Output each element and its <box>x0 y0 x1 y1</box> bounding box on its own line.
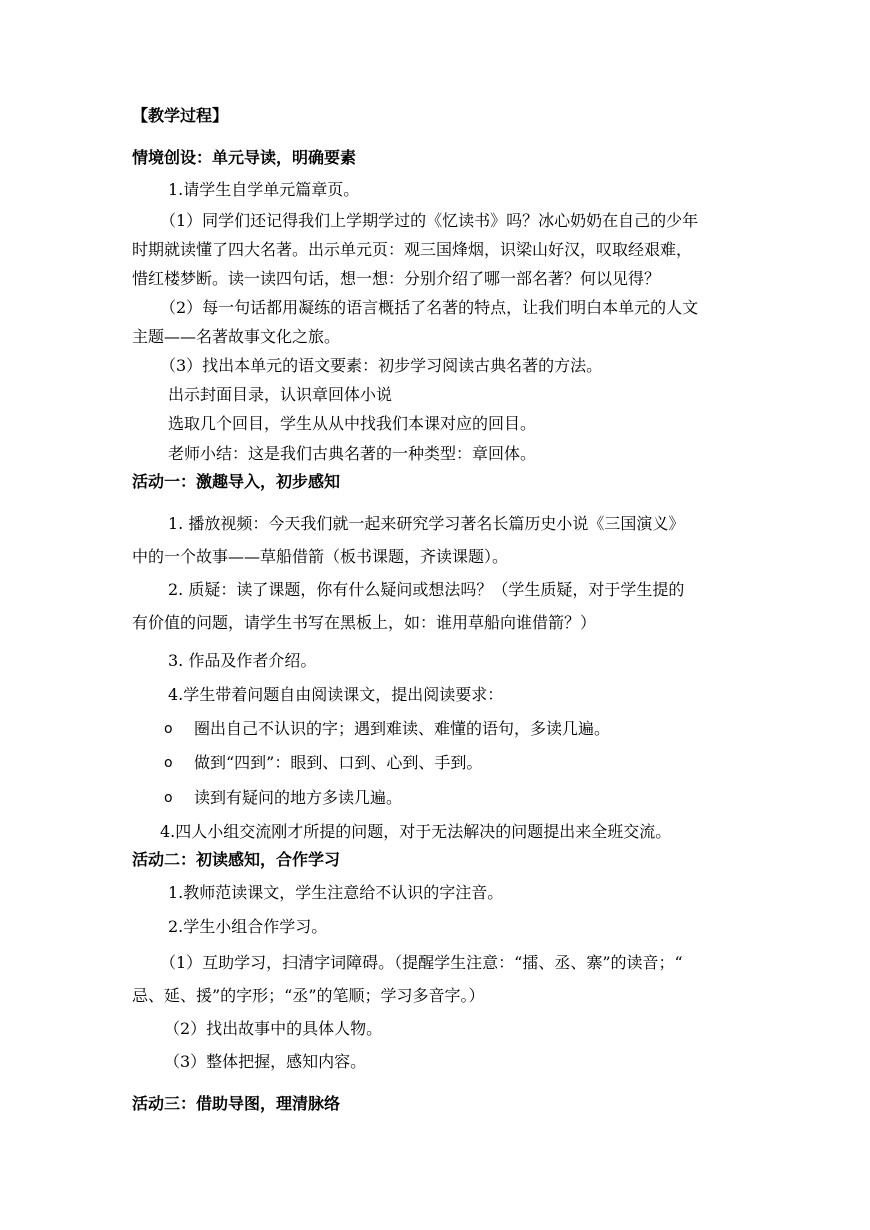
paragraph: 出示封面目录，认识章回体小说 <box>168 385 393 404</box>
bullet-icon: o <box>164 721 173 737</box>
paragraph: （2）找出故事中的具体人物。 <box>164 1019 383 1038</box>
paragraph: （2）每一句话都用凝练的语言概括了名著的特点，让我们明白本单元的人文 <box>160 298 699 317</box>
document-title: 【教学过程】 <box>132 106 229 125</box>
paragraph: 4.学生带着问题自由阅读课文，提出阅读要求： <box>168 685 504 704</box>
list-item: 读到有疑问的地方多读几遍。 <box>194 788 403 807</box>
section-heading-activity-1: 活动一：激趣导入，初步感知 <box>132 472 341 491</box>
section-heading-activity-3: 活动三：借助导图，理清脉络 <box>132 1094 341 1113</box>
paragraph: （1）互助学习，扫清字词障碍。（提醒学生注意：“擂、丞、寨”的读音；“ <box>160 953 683 972</box>
paragraph: 忌、延、援”的字形；“丞”的笔顺；学习多音字。） <box>132 986 485 1005</box>
paragraph: 中的一个故事——草船借箭（板书课题，齐读课题）。 <box>132 547 509 566</box>
paragraph: （1）同学们还记得我们上学期学过的《忆读书》吗？冰心奶奶在自己的少年 <box>160 211 699 230</box>
paragraph: 有价值的问题，请学生书写在黑板上，如：谁用草船向谁借箭？） <box>132 613 597 632</box>
paragraph: （3）整体把握，感知内容。 <box>164 1052 367 1071</box>
paragraph: 3. 作品及作者介绍。 <box>168 651 317 670</box>
list-item: 做到“四到”：眼到、口到、心到、手到。 <box>194 753 483 772</box>
paragraph: 4.四人小组交流刚才所提的问题，对于无法解决的问题提出来全班交流。 <box>160 822 672 841</box>
paragraph: 1.教师范读课文，学生注意给不认识的字注音。 <box>168 883 504 902</box>
paragraph: 1. 播放视频：今天我们就一起来研究学习著名长篇历史小说《三国演义》 <box>168 514 685 533</box>
bullet-icon: o <box>164 790 173 806</box>
section-heading-activity-2: 活动二：初读感知，合作学习 <box>132 850 341 869</box>
paragraph: 时期就读懂了四大名著。出示单元页：观三国烽烟，识梁山好汉，叹取经艰难， <box>132 240 693 259</box>
paragraph: 2. 质疑：读了课题，你有什么疑问或想法吗？（学生质疑，对于学生提的 <box>168 580 685 599</box>
bullet-icon: o <box>164 755 173 771</box>
paragraph: （3）找出本单元的语文要素：初步学习阅读古典名著的方法。 <box>160 356 603 375</box>
paragraph: 1.请学生自学单元篇章页。 <box>168 180 360 199</box>
paragraph: 选取几个回目，学生从从中找我们本课对应的回目。 <box>168 414 537 433</box>
paragraph: 2.学生小组合作学习。 <box>168 917 328 936</box>
list-item: 圈出自己不认识的字；遇到难读、难懂的语句，多读几遍。 <box>194 719 611 738</box>
paragraph: 主题——名著故事文化之旅。 <box>132 327 341 346</box>
paragraph: 惜红楼梦断。读一读四句话，想一想：分别介绍了哪一部名著？何以见得？ <box>132 269 661 288</box>
section-heading-intro: 情境创设：单元导读，明确要素 <box>132 148 357 167</box>
paragraph: 老师小结：这是我们古典名著的一种类型：章回体。 <box>168 444 537 463</box>
